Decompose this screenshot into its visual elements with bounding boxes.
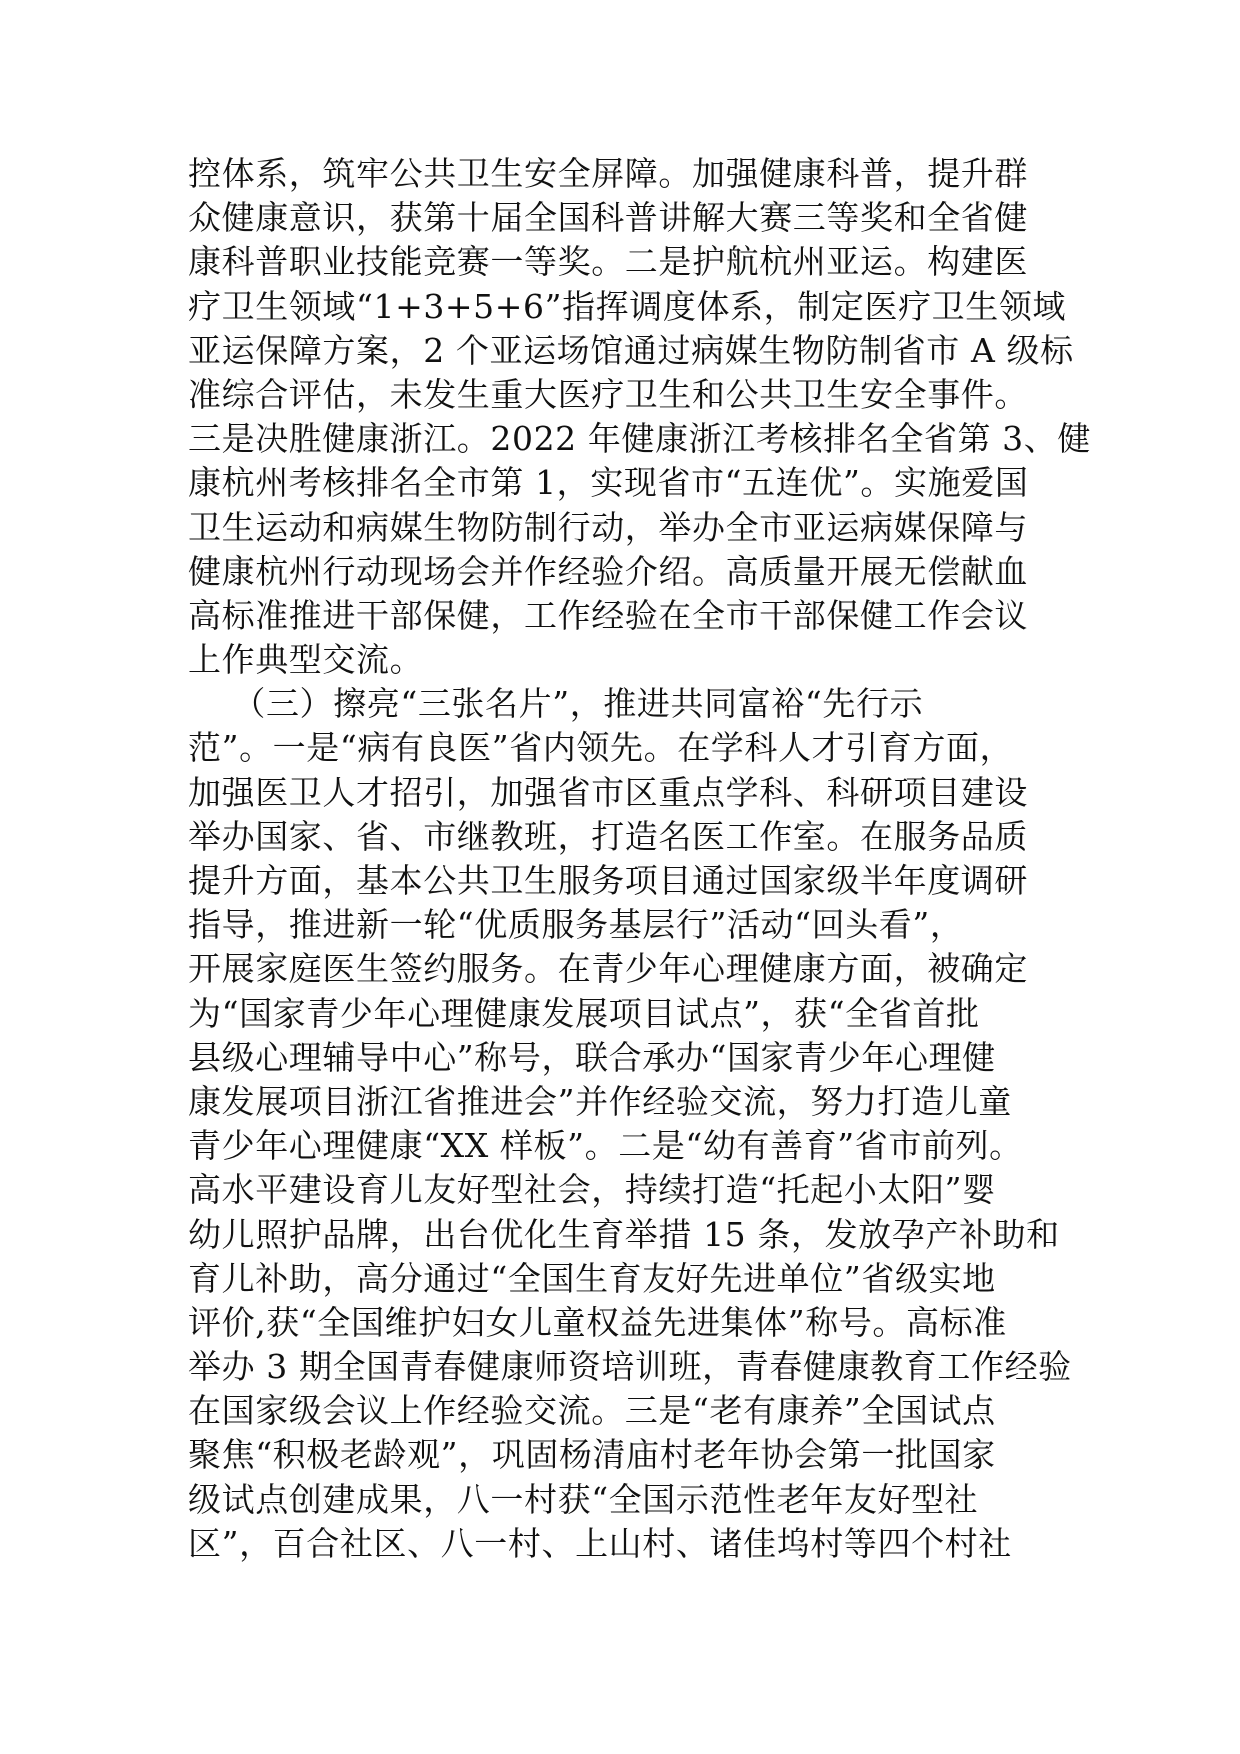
text-line: 指导，推进新一轮“优质服务基层行”活动“回头看”， — [188, 905, 964, 945]
text-line: 评价,获“全国维护妇女儿童权益先进集体”称号。高标准 — [188, 1302, 1007, 1342]
text-line: 开展家庭医生签约服务。在青少年心理健康方面，被确定 — [188, 949, 1028, 989]
text-line: 提升方面，基本公共卫生服务项目通过国家级半年度调研 — [188, 861, 1028, 900]
text-line: 在国家级会议上作经验交流。三是“老有康养”全国试点 — [188, 1391, 996, 1431]
text-line: 健康杭州行动现场会并作经验介绍。高质量开展无偿献血 — [188, 551, 1028, 591]
text-line: 康杭州考核排名全市第 1，实现省市“五连优”。实施爱国 — [188, 463, 1029, 503]
text-line: 范”。一是“病有良医”省内领先。在学科人才引育方面， — [188, 728, 1014, 768]
text-line: 级试点创建成果，八一村获“全国示范性老年友好型社 — [188, 1479, 979, 1519]
text-line: 为“国家青少年心理健康发展项目试点”，获“全省首批 — [188, 993, 980, 1033]
text-line: 准综合评估，未发生重大医疗卫生和公共卫生安全事件。 — [188, 374, 1028, 414]
text-line: 控体系，筑牢公共卫生安全屏障。加强健康科普，提升群 — [188, 154, 1028, 193]
text-line: 举办 3 期全国青春健康师资培训班，青春健康教育工作经验 — [188, 1347, 1072, 1387]
text-line: 康科普职业技能竞赛一等奖。二是护航杭州亚运。构建医 — [188, 242, 1028, 282]
text-line: 亚运保障方案，2 个亚运场馆通过病媒生物防制省市 A 级标 — [188, 330, 1074, 370]
text-line: 疗卫生领域“1+3+5+6”指挥调度体系，制定医疗卫生领域 — [188, 286, 1067, 326]
text-line: 卫生运动和病媒生物防制行动，举办全市亚运病媒保障与 — [188, 507, 1028, 547]
text-line: 区”，百合社区、八一村、上山村、诸佳坞村等四个村社 — [188, 1523, 1012, 1563]
text-line: 青少年心理健康“XX 样板”。二是“幼有善育”省市前列。 — [188, 1126, 1023, 1166]
text-line: 举办国家、省、市继教班，打造名医工作室。在服务品质 — [188, 816, 1028, 856]
text-line: 县级心理辅导中心”称号，联合承办“国家青少年心理健 — [188, 1037, 996, 1077]
text-line: 高标准推进干部保健，工作经验在全市干部保健工作会议 — [188, 595, 1028, 635]
text-line: 康发展项目浙江省推进会”并作经验交流，努力打造儿童 — [188, 1081, 1012, 1121]
text-line: 高水平建设育儿友好型社会，持续打造“托起小太阳”婴 — [188, 1170, 996, 1210]
section-heading-line: （三）擦亮“三张名片”，推进共同富裕“先行示 — [188, 684, 924, 724]
text-line: 上作典型交流。 — [188, 640, 424, 680]
text-line: 幼儿照护品牌，出台优化生育举措 15 条，发放孕产补助和 — [188, 1214, 1060, 1254]
text-line: 育儿补助，高分通过“全国生育友好先进单位”省级实地 — [188, 1258, 996, 1298]
text-line: 加强医卫人才招引，加强省市区重点学科、科研项目建设 — [188, 772, 1028, 812]
text-line: 三是决胜健康浙江。2022 年健康浙江考核排名全省第 3、健 — [188, 419, 1091, 459]
text-line: 众健康意识，获第十届全国科普讲解大赛三等奖和全省健 — [188, 198, 1028, 238]
text-line: 聚焦“积极老龄观”，巩固杨清庙村老年协会第一批国家 — [188, 1435, 996, 1475]
body-text — [188, 152, 1091, 1566]
